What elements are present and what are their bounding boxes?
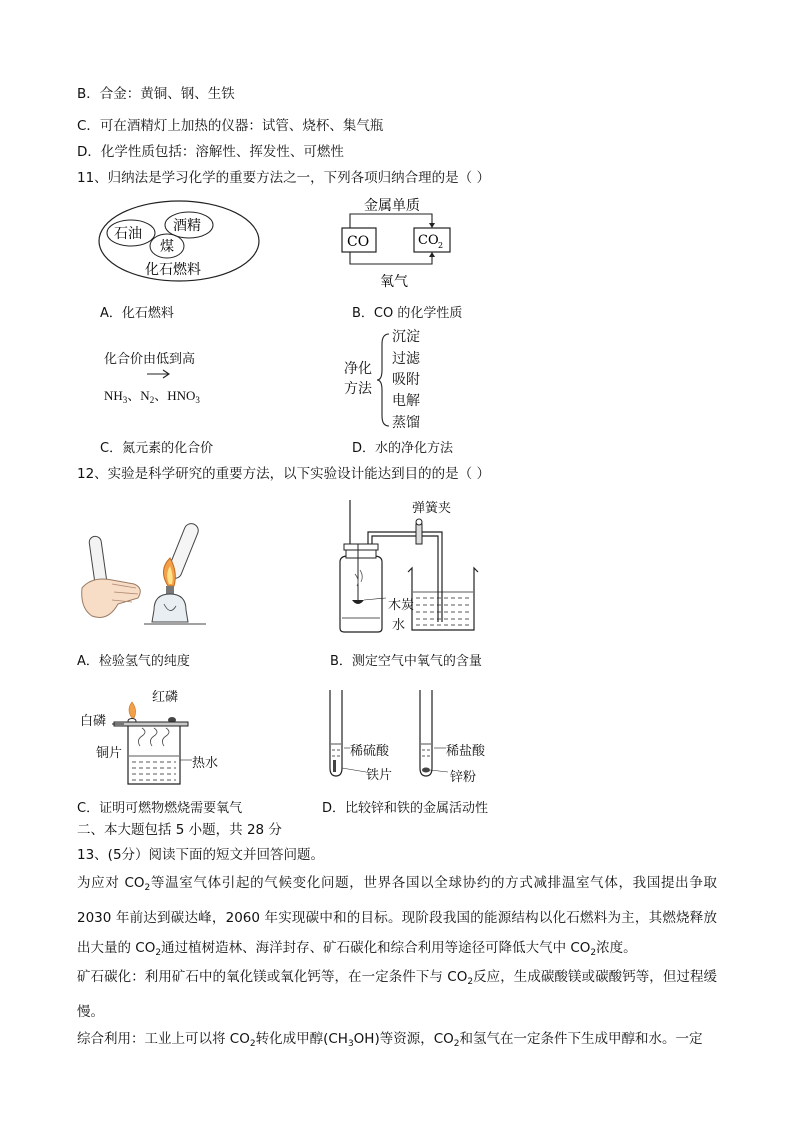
section-2-heading: 二、本大题包括 5 小题，共 28 分 (77, 822, 282, 838)
svg-text:2: 2 (438, 241, 444, 250)
label-spring-clip: 弹簧夹 (412, 501, 452, 516)
item-alcohol: 酒精 (173, 218, 201, 234)
question-12-stem: 12、实验是科学研究的重要方法，以下实验设计能达到目的的是（ ） (77, 466, 490, 482)
caption-q11-c: C．氮元素的化合价 (100, 441, 214, 456)
label-copper-sheet: 铜片 (96, 746, 123, 761)
label-white-phosphorus: 白磷 (80, 714, 107, 729)
caption-q12-c: C．证明可燃物燃烧需要氧气 (77, 801, 243, 816)
label-oxygen: 氧气 (380, 274, 408, 290)
caption-q12-d: D．比较锌和铁的金属活动性 (322, 801, 489, 816)
label-co2: CO (418, 233, 439, 248)
fossil-fuel-diagram (95, 196, 265, 286)
co-properties-diagram (338, 196, 458, 290)
option-q10-c: C．可在酒精灯上加热的仪器：试管、烧杯、集气瓶 (77, 118, 384, 134)
option-q10-b: B．合金：黄铜、钢、生铁 (77, 86, 235, 102)
label-zinc-powder: 锌粉 (450, 770, 477, 785)
hydrogen-purity-test-illustration (78, 518, 210, 634)
q13-paragraph-3: 综合利用：工业上可以将 $CO_2$转化成甲醇$(CH_3OH)$等资源，$CO_2$和氢气在一定条件下生成甲醇和水。一定 (77, 1031, 703, 1049)
label-dilute-sulfuric-acid: 稀硫酸 (350, 744, 390, 759)
q13-paragraph-2: 矿石碳化：利用矿石中的氧化镁或氧化钙等，在一定条件下与 $CO_2$反应，生成碳酸镁或碳酸钙等，但过程缓慢。 (77, 969, 718, 1020)
label-hot-water: 热水 (192, 756, 219, 771)
option-q10-d: D．化学性质包括：溶解性、挥发性、可燃性 (77, 144, 344, 160)
brace-icon (376, 332, 392, 428)
caption-q12-a: A．检验氢气的纯度 (77, 654, 190, 669)
label-co: CO (347, 234, 370, 250)
valence-title: 化合价由低到高 (104, 352, 196, 367)
purify-label-1: 净化 (344, 361, 372, 377)
question-11-stem: 11、归纳法是学习化学的重要方法之一，下列各项归纳合理的是（ ） (77, 170, 490, 186)
outer-label: 化石燃料 (145, 262, 201, 278)
caption-q11-a: A．化石燃料 (100, 306, 174, 321)
method-5: 蒸馏 (392, 415, 420, 431)
label-dilute-hydrochloric-acid: 稀盐酸 (446, 744, 486, 759)
label-red-phosphorus: 红磷 (152, 690, 179, 705)
leader-lines (340, 744, 470, 776)
caption-q11-d: D．水的净化方法 (352, 441, 454, 456)
caption-q12-b: B．测定空气中氧气的含量 (330, 654, 482, 669)
method-3: 吸附 (392, 372, 420, 388)
method-4: 电解 (392, 393, 420, 409)
q13-paragraph-1: 为应对 $CO_2$等温室气体引起的气候变化问题，世界各国以全球协约的方式减排温室气体，我国提出争取 2030 年前达到碳达峰，2060 年实现碳中和的目标。现阶段我国的能源结构以化石燃料为主，其燃烧释放出大量的 $CO_2$通过植树造林、海洋封存、矿石碳化和综合利用等途径可降低大气中 $CO_2$浓度。 (77, 875, 718, 958)
label-charcoal: 木炭 (388, 598, 415, 613)
method-1: 沉淀 (392, 329, 420, 345)
combustion-apparatus (112, 700, 194, 788)
caption-q11-b: B．CO 的化学性质 (352, 306, 463, 321)
question-13-stem: 13、(5分）阅读下面的短文并回答问题。 (77, 847, 325, 863)
method-2: 过滤 (392, 351, 420, 367)
arrow-right-icon (145, 368, 173, 380)
nitrogen-formulas: $NH_3$、$N_2$、$HNO_3$ (104, 388, 200, 405)
item-petroleum: 石油 (114, 226, 142, 242)
item-coal: 煤 (160, 239, 174, 255)
purify-label-2: 方法 (344, 381, 372, 397)
label-metal: 金属单质 (364, 198, 420, 214)
label-iron-sheet: 铁片 (366, 768, 393, 783)
label-water: 水 (392, 618, 406, 633)
